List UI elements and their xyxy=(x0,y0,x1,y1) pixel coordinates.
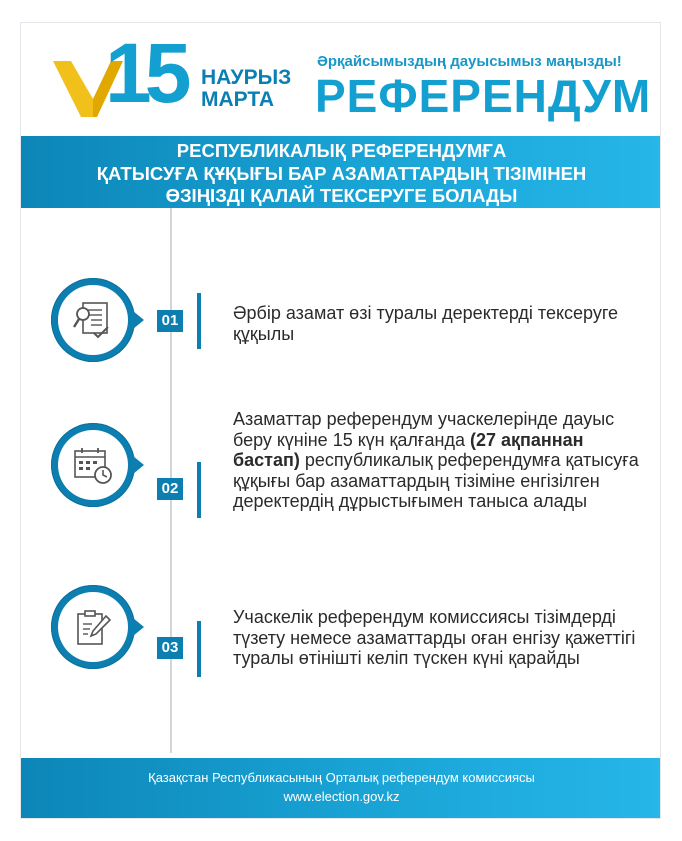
step-3-text: Учаскелік референдум комиссиясы тізімдерді түзету немесе азаматтарды оған енгізу қажеттігі туралы өтінішті келіп түскен күні қарайды xyxy=(233,607,636,668)
step-2-number: 02 xyxy=(157,478,183,500)
step-3-bar xyxy=(197,621,201,677)
step-3-circle xyxy=(51,585,135,669)
step-2-text-bold: (27 ақпаннан бастап) xyxy=(233,429,584,470)
logo-date-number: 15 xyxy=(105,26,185,120)
page-title: РЕФЕРЕНДУМ xyxy=(315,70,652,122)
title-banner xyxy=(21,136,661,208)
slogan: Әрқайсымыздың дауысымыз маңызды! xyxy=(317,53,622,70)
step-2-text-end: республикалық референдумға қатысуға құқығы бар азаматтардың тізіміне енгізілген деректердің дұрыстығымен таныса алады xyxy=(233,450,639,511)
footer-website-link[interactable]: www.election.gov.kz xyxy=(283,789,400,804)
step-3-number: 03 xyxy=(157,637,183,659)
clipboard-pen-icon xyxy=(72,606,114,648)
step-2-circle xyxy=(51,423,135,507)
step-2-bar xyxy=(197,462,201,518)
calendar-clock-icon xyxy=(72,444,114,486)
logo-month xyxy=(201,67,291,111)
step-1-text: Әрбір азамат өзі туралы деректерді тексеруге құқылы xyxy=(233,303,619,344)
banner-line-3: ӨЗІҢІЗДІ ҚАЛАЙ ТЕКСЕРУГЕ БОЛАДЫ xyxy=(165,185,518,206)
step-2-text-start: Азаматтар референдум учаскелерінде дауыс беру күніне 15 күн қалғанда xyxy=(233,409,615,450)
banner-line-1: РЕСПУБЛИКАЛЫҚ РЕФЕРЕНДУМҒА xyxy=(176,140,507,161)
document-search-icon xyxy=(72,299,114,341)
step-1-bar xyxy=(197,293,201,349)
step-2-text xyxy=(233,409,643,512)
logo-line-2: МАРТА xyxy=(201,88,275,111)
footer xyxy=(21,758,661,819)
infographic-card xyxy=(20,22,661,819)
logo-line-1: НАУРЫЗ xyxy=(201,66,292,89)
step-1-circle xyxy=(51,278,135,362)
banner-line-2: ҚАТЫСУҒА ҚҰҚЫҒЫ БАР АЗАМАТТАРДЫҢ ТІЗІМІНЕН xyxy=(96,162,587,184)
step-1-number: 01 xyxy=(157,310,183,332)
footer-organization: Қазақстан Республикасының Орталық референдум комиссиясы xyxy=(148,770,535,785)
